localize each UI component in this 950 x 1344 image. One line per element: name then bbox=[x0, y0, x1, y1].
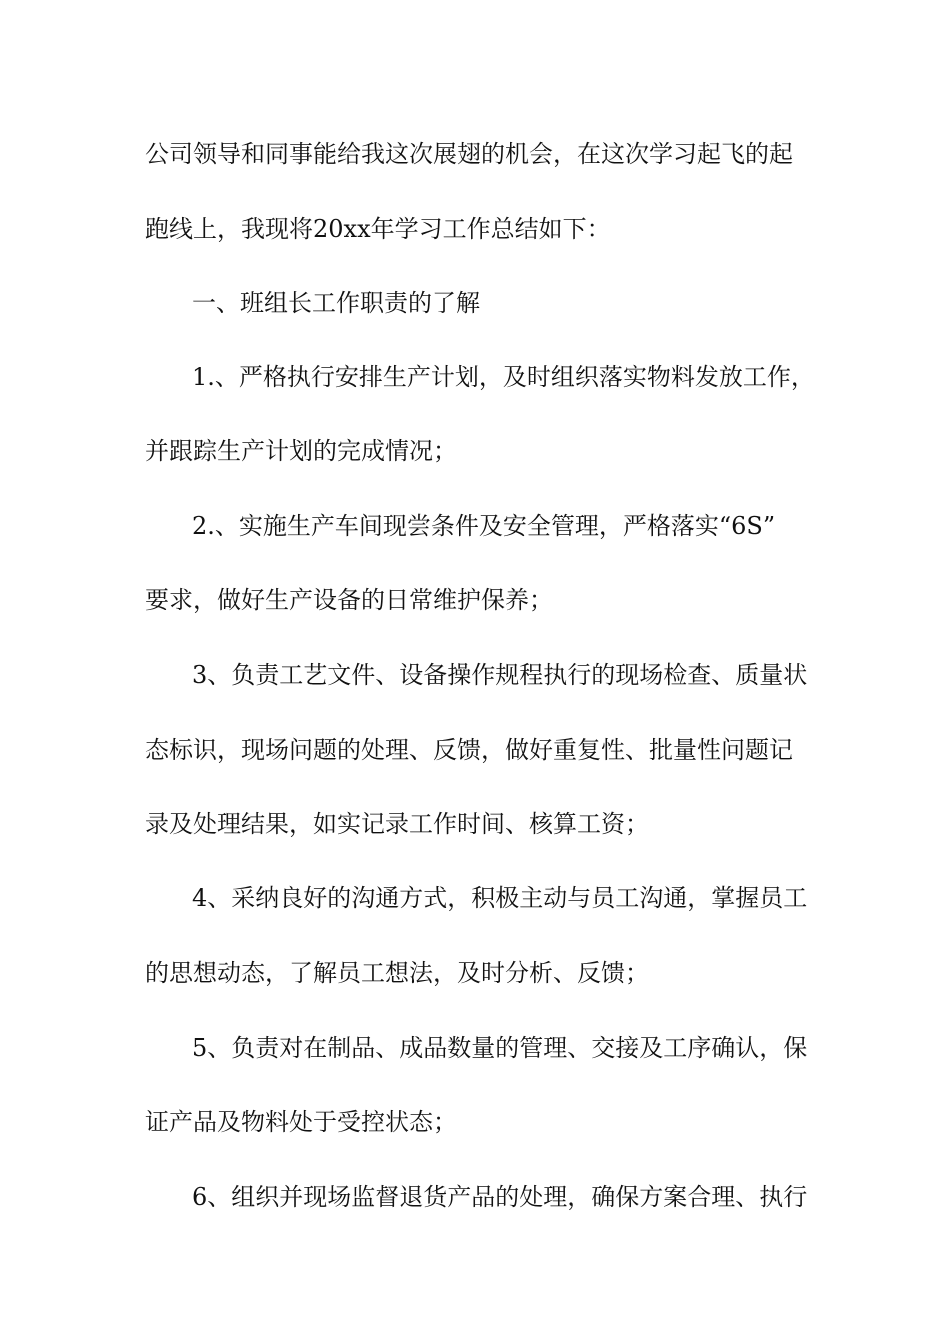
text-line-1: 公司领导和同事能给我这次展翅的机会，在这次学习起飞的起 bbox=[145, 140, 793, 168]
text-line-4: 1.、严格执行安排生产计划，及时组织落实物料发放工作， bbox=[192, 363, 815, 391]
text-line-7: 要求，做好生产设备的日常维护保养； bbox=[145, 586, 553, 614]
text-line-9: 态标识，现场问题的处理、反馈，做好重复性、批量性问题记 bbox=[145, 736, 793, 764]
text-line-12: 的思想动态，了解员工想法，及时分析、反馈； bbox=[145, 959, 649, 987]
text-line-10: 录及处理结果，如实记录工作时间、核算工资； bbox=[145, 810, 649, 838]
text-line-8: 3、负责工艺文件、设备操作规程执行的现场检查、质量状 bbox=[192, 661, 808, 689]
text-line-13: 5、负责对在制品、成品数量的管理、交接及工序确认，保 bbox=[192, 1034, 808, 1062]
text-line-11: 4、采纳良好的沟通方式，积极主动与员工沟通，掌握员工 bbox=[192, 884, 808, 912]
text-line-2: 跑线上，我现将20xx年学习工作总结如下： bbox=[145, 215, 611, 243]
text-line-15: 6、组织并现场监督退货产品的处理，确保方案合理、执行 bbox=[192, 1183, 808, 1211]
text-line-6: 2.、实施生产车间现尝条件及安全管理，严格落实“6S” bbox=[192, 512, 776, 540]
section-heading: 一、班组长工作职责的了解 bbox=[192, 289, 480, 317]
text-line-5: 并跟踪生产计划的完成情况； bbox=[145, 437, 457, 465]
text-line-14: 证产品及物料处于受控状态； bbox=[145, 1108, 457, 1136]
